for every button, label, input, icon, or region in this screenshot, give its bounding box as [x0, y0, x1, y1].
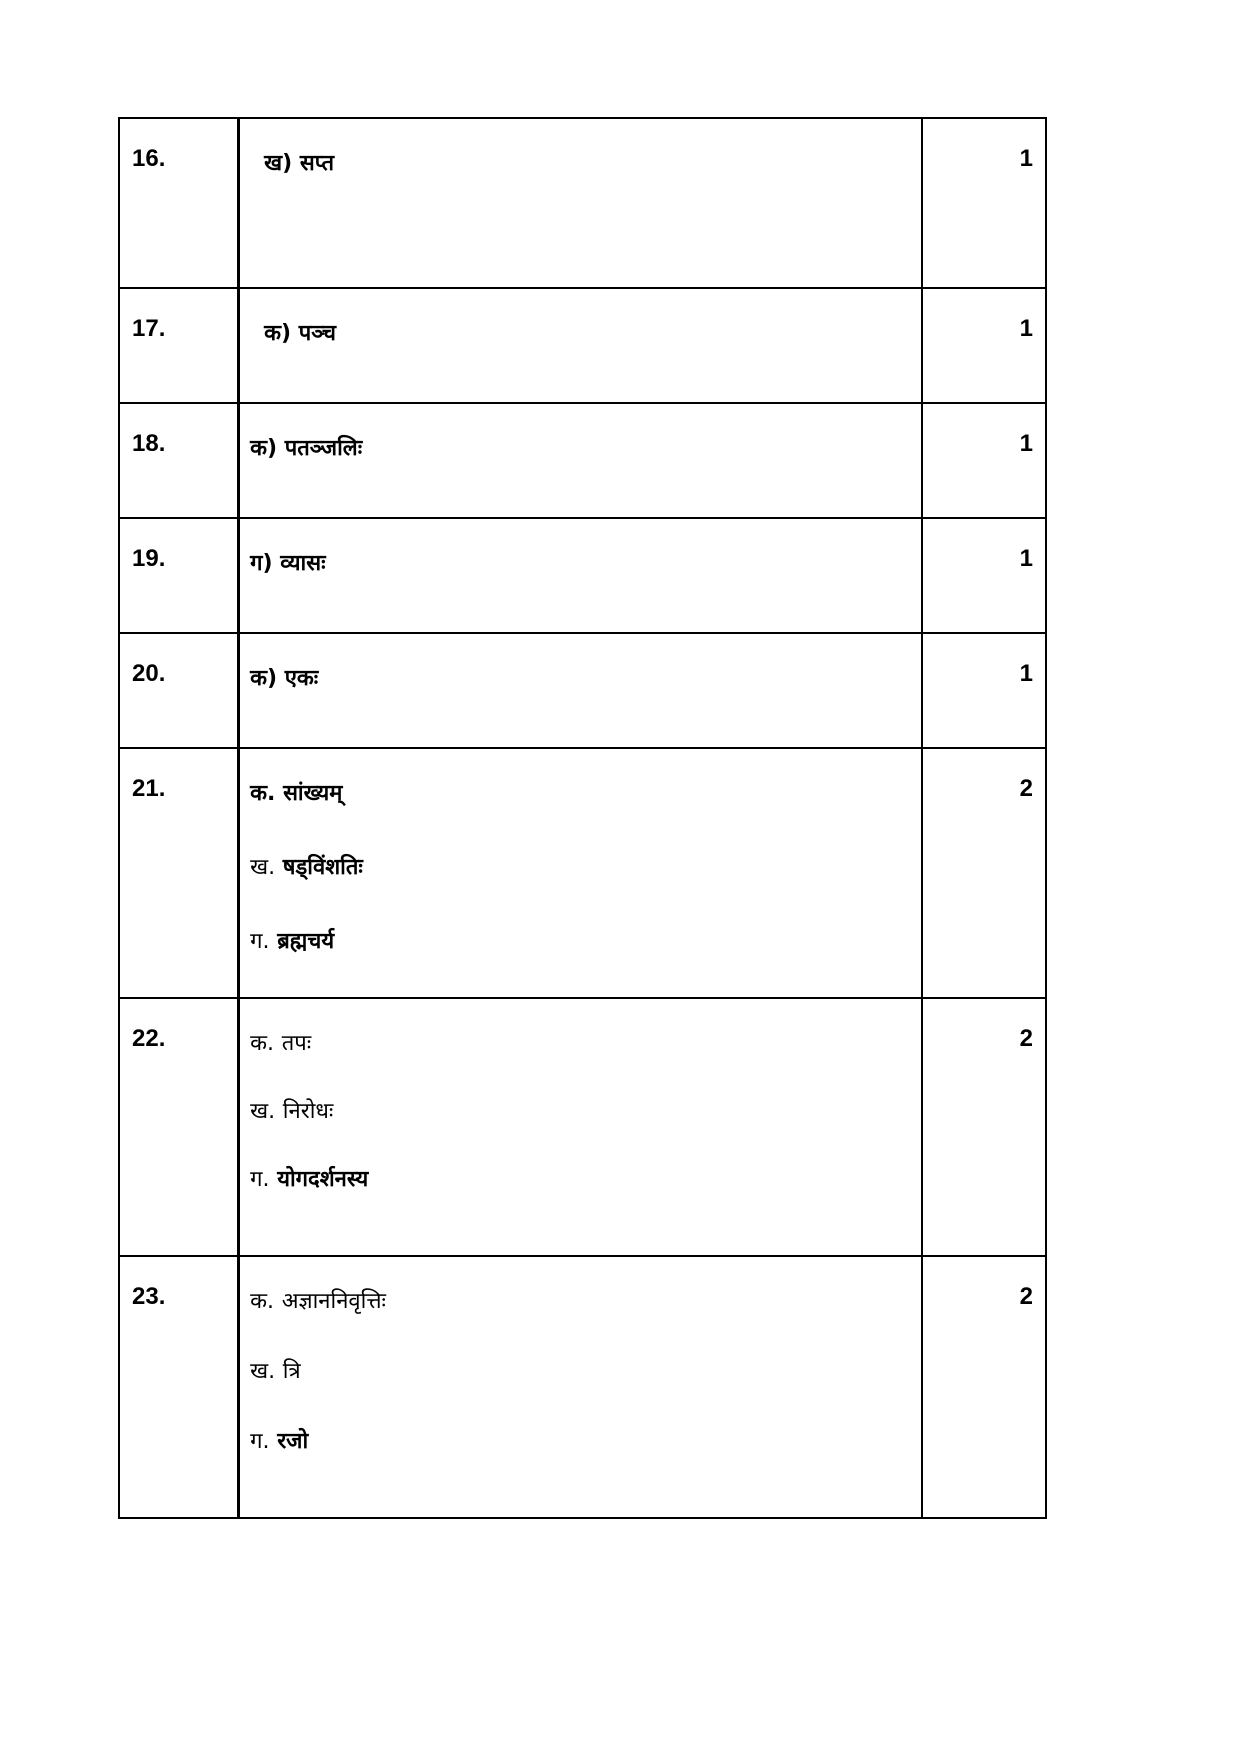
answer-line: [264, 319, 921, 349]
answer-line: [250, 927, 921, 957]
answer-option-label: ख.: [250, 1099, 276, 1124]
table-row: [119, 403, 1046, 518]
answer-text: सांख्यम्: [283, 781, 343, 806]
answer-text: तपः: [281, 1031, 312, 1056]
marks-cell: [922, 518, 1046, 633]
answer-cell: [239, 288, 922, 403]
table-row: [119, 748, 1046, 998]
answer-option-label: ख.: [250, 1359, 276, 1384]
marks-cell: [922, 998, 1046, 1256]
answer-text: पतञ्जलिः: [284, 436, 363, 461]
table-row: [119, 1256, 1046, 1518]
answer-option-label: क.: [250, 1289, 275, 1314]
answer-text: पञ्च: [298, 321, 336, 346]
marks-cell: [922, 403, 1046, 518]
answer-cell: [239, 748, 922, 998]
marks-value: 1: [1019, 145, 1033, 172]
answer-option-label: क.: [250, 781, 276, 806]
table-row: [119, 633, 1046, 748]
answer-line: [250, 664, 921, 694]
answer-text: एकः: [284, 666, 319, 691]
question-number-cell: [119, 118, 239, 288]
answer-text: योगदर्शनस्य: [277, 1167, 369, 1192]
question-number: 19.: [132, 545, 166, 572]
marks-value: 1: [1019, 545, 1033, 572]
marks-value: 1: [1019, 660, 1033, 687]
answer-text: निरोधः: [282, 1099, 334, 1124]
question-number-cell: [119, 998, 239, 1256]
question-number-cell: [119, 748, 239, 998]
marks-value: 1: [1019, 430, 1033, 457]
table-row: [119, 288, 1046, 403]
answer-text: सप्त: [299, 151, 335, 176]
answer-line: [250, 434, 921, 464]
answer-line: [250, 779, 921, 809]
answer-text: ब्रह्मचर्य: [277, 929, 335, 954]
answer-text: रजो: [277, 1429, 309, 1454]
answer-cell: [239, 1256, 922, 1518]
answer-option-label: क.: [250, 1031, 275, 1056]
answer-line: [250, 1287, 921, 1317]
answer-option-label: क): [250, 666, 278, 691]
question-number-cell: [119, 518, 239, 633]
marks-cell: [922, 118, 1046, 288]
answer-line: [250, 853, 921, 883]
answer-cell: [239, 998, 922, 1256]
table-row: [119, 118, 1046, 288]
question-number: 22.: [132, 1025, 166, 1052]
answer-option-label: क): [250, 436, 278, 461]
answer-option-label: ग.: [250, 1167, 270, 1192]
question-number-cell: [119, 403, 239, 518]
marks-value: 1: [1019, 315, 1033, 342]
answer-option-label: ख): [264, 151, 293, 176]
answer-line: [250, 549, 921, 579]
answer-option-label: ग): [250, 551, 273, 576]
marks-cell: [922, 748, 1046, 998]
answer-line: [250, 1029, 921, 1059]
answer-cell: [239, 518, 922, 633]
answer-option-label: ग.: [250, 1429, 270, 1454]
answer-text: त्रि: [282, 1359, 301, 1384]
question-number-cell: [119, 288, 239, 403]
question-number-cell: [119, 1256, 239, 1518]
answer-line: [250, 1357, 921, 1387]
answer-line: [264, 149, 921, 179]
marks-value: 2: [1019, 1283, 1033, 1310]
question-number: 17.: [132, 315, 166, 342]
answer-cell: [239, 118, 922, 288]
answer-text: अज्ञाननिवृत्तिः: [281, 1289, 386, 1314]
answer-option-label: ख.: [250, 855, 276, 880]
question-number-cell: [119, 633, 239, 748]
answer-text: व्यासः: [280, 551, 326, 576]
marks-cell: [922, 1256, 1046, 1518]
marks-cell: [922, 633, 1046, 748]
answer-cell: [239, 633, 922, 748]
answer-line: [250, 1165, 921, 1195]
answer-line: [250, 1097, 921, 1127]
answer-text: षड्विंशतिः: [282, 855, 363, 880]
answer-option-label: ग.: [250, 929, 270, 954]
question-number: 23.: [132, 1283, 166, 1310]
table-row: [119, 998, 1046, 1256]
answer-option-label: क): [264, 321, 292, 346]
question-number: 20.: [132, 660, 166, 687]
answer-key-table: [118, 117, 1047, 1519]
question-number: 18.: [132, 430, 166, 457]
answer-line: [250, 1427, 921, 1457]
table-row: [119, 518, 1046, 633]
marks-value: 2: [1019, 775, 1033, 802]
question-number: 16.: [132, 145, 166, 172]
marks-value: 2: [1019, 1025, 1033, 1052]
question-number: 21.: [132, 775, 166, 802]
marks-cell: [922, 288, 1046, 403]
answer-cell: [239, 403, 922, 518]
